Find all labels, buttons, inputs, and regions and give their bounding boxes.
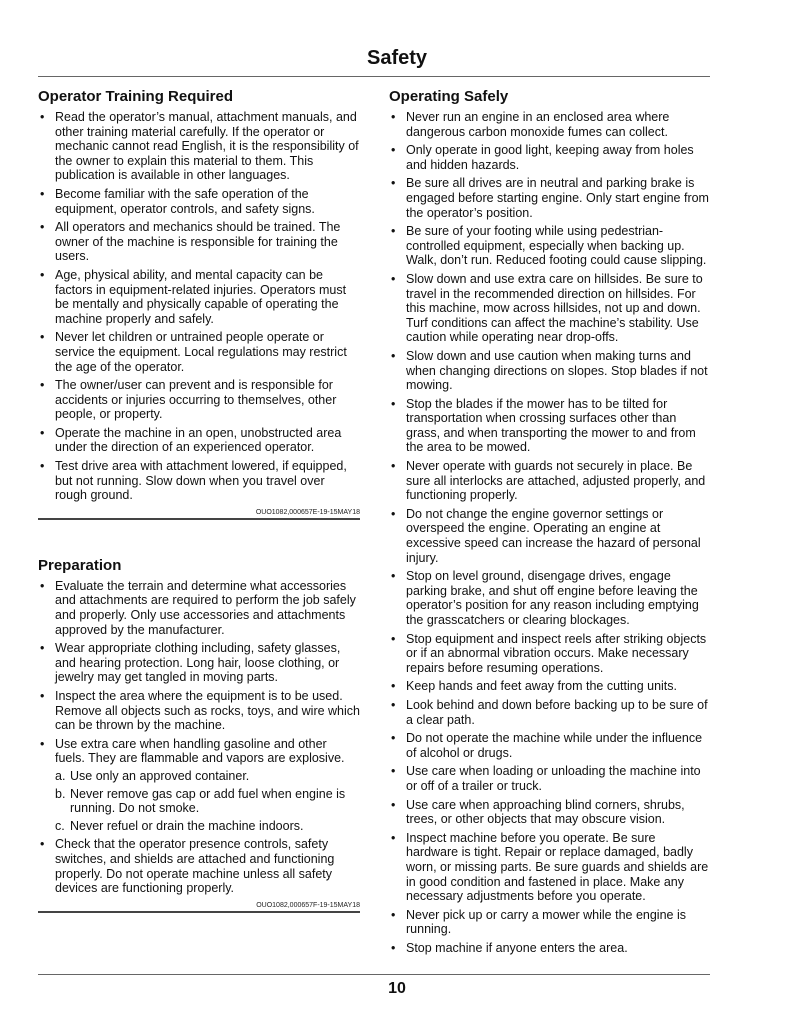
list-item: • Never let children or untrained people operate or service the equipment. Local regulations may restrict the age of the operator. bbox=[38, 330, 360, 374]
list-item: • Do not operate the machine while under the influence of alcohol or drugs. bbox=[389, 731, 711, 760]
list-item: • Never pick up or carry a mower while the engine is running. bbox=[389, 908, 711, 937]
page-title: Safety bbox=[366, 47, 428, 69]
operator-training-section bbox=[38, 87, 360, 520]
list-item: • All operators and mechanics should be trained. The owner of the machine is responsible for training the users. bbox=[38, 220, 360, 264]
sub-list-marker: c. bbox=[55, 818, 65, 833]
header-divider bbox=[38, 76, 710, 77]
section-title-preparation: Preparation bbox=[38, 556, 122, 574]
preparation-section bbox=[38, 556, 360, 913]
list-item: • Use care when loading or unloading the machine into or off of a trailer or truck. bbox=[389, 764, 711, 793]
list-item: • Read the operator’s manual, attachment manuals, and other training material carefully. If the operator or mechanic cannot read English, it is the responsibility of the owner to explain this material to them. This publication is available in other languages. bbox=[38, 110, 360, 183]
list-item: • Stop machine if anyone enters the area. bbox=[389, 941, 711, 956]
sub-list-item bbox=[55, 769, 360, 784]
list-item: • The owner/user can prevent and is responsible for accidents or injuries occurring to themselves, other people, or property. bbox=[38, 378, 360, 422]
operator-training-list bbox=[38, 110, 360, 503]
sub-list-marker: b. bbox=[55, 786, 66, 801]
list-item: • Use care when approaching blind corners, shrubs, trees, or other objects that may obscure vision. bbox=[389, 798, 711, 827]
list-item: • Be sure all drives are in neutral and parking brake is engaged before starting engine. Only start engine from the operator’s position. bbox=[389, 176, 711, 220]
list-item: • Become familiar with the safe operation of the equipment, operator controls, and safety signs. bbox=[38, 187, 360, 216]
list-item: • Inspect the area where the equipment is to be used. Remove all objects such as rocks, toys, and wire which can be thrown by the machine. bbox=[38, 689, 360, 733]
sub-list-item bbox=[55, 819, 360, 834]
operating-safely-list bbox=[389, 110, 711, 955]
list-item: • Look behind and down before backing up to be sure of a clear path. bbox=[389, 698, 711, 727]
section-divider bbox=[38, 911, 360, 913]
list-item: • Check that the operator presence controls, safety switches, and shields are attached and functioning properly. Do not operate machine unless all safety devices are functioning properly. bbox=[38, 837, 360, 895]
list-item: • Be sure of your footing while using pedestrian-controlled equipment, especially when backing up. Walk, don’t run. Reduced footing could cause slipping. bbox=[389, 224, 711, 268]
reference-code: OUO1082,000657F-19-15MAY18 bbox=[256, 901, 360, 909]
list-item: • Operate the machine in an open, unobstructed area under the direction of an experienced operator. bbox=[38, 426, 360, 455]
list-item: • Inspect machine before you operate. Be sure hardware is tight. Repair or replace damaged, badly worn, or missing parts. Be sure guards and shields are in good condition and fastened in place. Make any necessary adjustments before you operate. bbox=[389, 831, 711, 904]
list-item: • Keep hands and feet away from the cutting units. bbox=[389, 679, 711, 694]
list-item: • Never operate with guards not securely in place. Be sure all interlocks are attached, adjusted properly, and functioning properly. bbox=[389, 459, 711, 503]
list-item: • Never run an engine in an enclosed area where dangerous carbon monoxide fumes can collect. bbox=[389, 110, 711, 139]
section-title-operator-training: Operator Training Required bbox=[38, 88, 234, 105]
list-item: • Stop on level ground, disengage drives, engage parking brake, and shut off engine before leaving the operator’s position for any reason including emptying the grasscatchers or clearing blockages. bbox=[389, 569, 711, 627]
sub-list-text: Never remove gas cap or add fuel when engine is running. Do not smoke. bbox=[70, 786, 346, 816]
list-item: • Slow down and use extra care on hillsides. Be sure to travel in the recommended direction on hillsides. For this machine, mow across hillsides, not up and down. Turf conditions can affect the machine’s stability. Use caution while operating near drop-offs. bbox=[389, 272, 711, 345]
sub-list-text: Use only an approved container. bbox=[70, 768, 250, 783]
preparation-list bbox=[38, 579, 360, 896]
list-item: • Wear appropriate clothing including, safety glasses, and hearing protection. Long hair, loose clothing, or jewelry may get tangled in moving parts. bbox=[38, 641, 360, 685]
operating-safely-section bbox=[389, 87, 711, 955]
page-number: 10 bbox=[388, 980, 406, 997]
list-item: • Evaluate the terrain and determine what accessories and attachments are required to perform the job safely and properly. Only use accessories and attachments approved by the manufacturer. bbox=[38, 579, 360, 637]
list-item-text: Use extra care when handling gasoline and other fuels. They are flammable and vapors are explosive. bbox=[55, 736, 345, 766]
list-item: • Only operate in good light, keeping away from holes and hidden hazards. bbox=[389, 143, 711, 172]
sub-list-item bbox=[55, 787, 360, 816]
sub-list-text: Never refuel or drain the machine indoors. bbox=[70, 818, 304, 833]
list-item: • Test drive area with attachment lowered, if equipped, but not running. Slow down when you travel over rough ground. bbox=[38, 459, 360, 503]
list-item: • Do not change the engine governor settings or overspeed the engine. Operating an engine at excessive speed can increase the hazard of personal injury. bbox=[389, 507, 711, 565]
reference-code: OUO1082,000657E-19-15MAY18 bbox=[255, 508, 360, 516]
list-item: • Stop equipment and inspect reels after striking objects or if an abnormal vibration occurs. Make necessary repairs before resuming operations. bbox=[389, 632, 711, 676]
footer-divider bbox=[38, 974, 710, 975]
fuel-sublist bbox=[55, 769, 360, 833]
list-item: • Stop the blades if the mower has to be tilted for transportation when crossing surfaces other than grass, and when transporting the mower to and from the area to be mowed. bbox=[389, 397, 711, 455]
sub-list-marker: a. bbox=[55, 768, 66, 783]
list-item: • Slow down and use caution when making turns and when changing directions on slopes. Stop blades if not mowing. bbox=[389, 349, 711, 393]
right-column bbox=[389, 85, 711, 959]
section-title-operating-safely: Operating Safely bbox=[389, 88, 509, 105]
list-item: • Age, physical ability, and mental capacity can be factors in equipment-related injuries. Operators must be mentally and physically capable of operating the machine properly and safely. bbox=[38, 268, 360, 326]
list-item-fuel bbox=[38, 737, 360, 834]
left-column bbox=[38, 85, 360, 913]
